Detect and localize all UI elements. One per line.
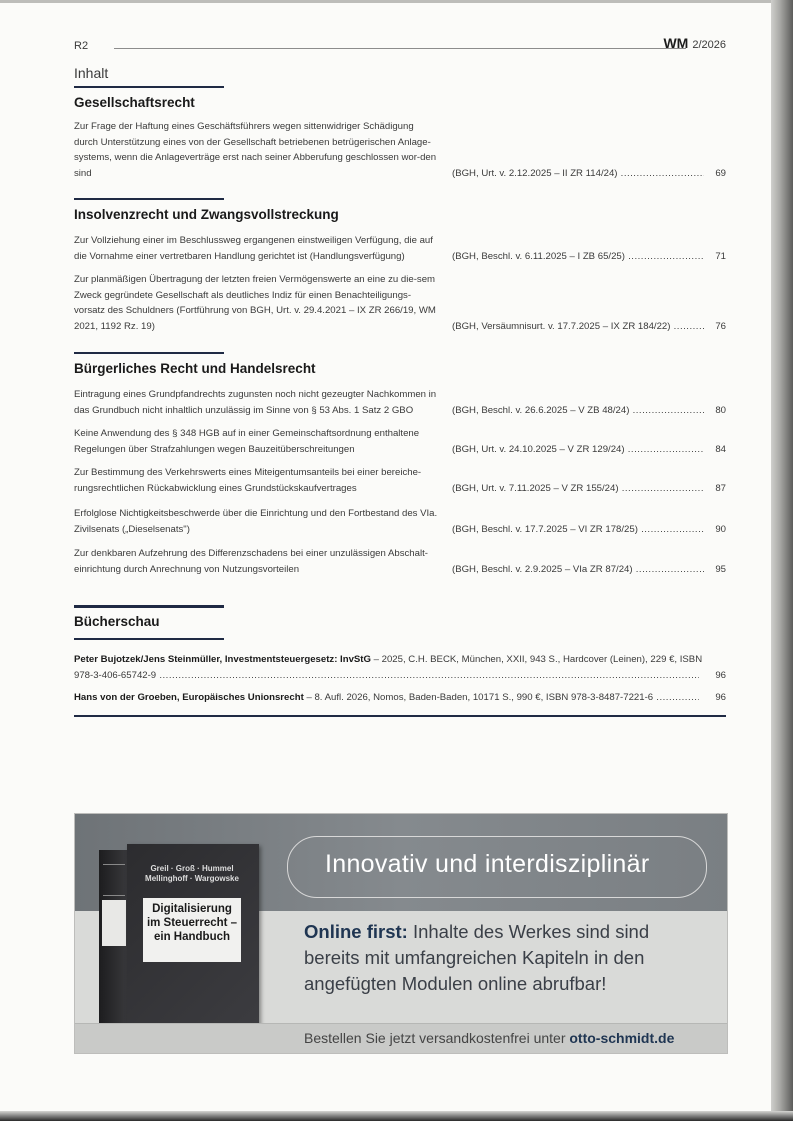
toc-entry-text: Erfolglose Nichtigkeitsbeschwerde über die Einrichtung und den Fortbestand des VIa. Zivilsenats („Dieselsenats") [74, 508, 438, 535]
section-rule [74, 198, 224, 200]
toc-entry-reference: (BGH, Urt. v. 2.12.2025 – II ZR 114/24) ..... [452, 166, 704, 182]
toc-bottom-rule [74, 715, 726, 717]
book-entry[interactable] [74, 690, 726, 706]
toc-entry-page: 76 [715, 320, 726, 332]
page-header [74, 35, 726, 58]
ad-footer-text [304, 1030, 674, 1046]
book-spine-lines [103, 864, 125, 896]
ad-footer-label: Bestellen Sie jetzt versandkostenfrei unter [304, 1030, 570, 1046]
toc-entry[interactable] [74, 387, 726, 418]
toc-title: Inhalt [74, 65, 109, 81]
header-rule [114, 48, 686, 49]
book-spine-label [102, 900, 126, 946]
toc-entry-reference: (BGH, Beschl. v. 17.7.2025 – VI ZR 178/25) ..... [452, 522, 704, 538]
section-title-insolvenzrecht: Insolvenzrecht und Zwangsvollstreckung [74, 207, 339, 222]
page-number: R2 [74, 40, 89, 52]
section-rule [74, 638, 224, 640]
toc-entry[interactable] [74, 119, 726, 181]
book-details-continued: 978-3-406-65742-9 ..... [74, 668, 699, 684]
toc-entry-text: Eintragung eines Grundpfandrechts zugunsten noch nicht gezeugter Nachkommen in das Grundbuch nicht inhaltlich unzulässig im Sinne von § 53 Abs. 1 Satz 2 GBO [74, 389, 437, 416]
toc-title-rule [74, 86, 224, 88]
book-authors: Greil · Groß · Hummel Mellinghoff · Wargowske [145, 864, 239, 883]
toc-entry[interactable] [74, 233, 726, 264]
section-title-buergerliches-recht: Bürgerliches Recht und Handelsrecht [74, 361, 316, 376]
scan-edge-bottom [0, 1111, 793, 1121]
toc-entry-text: Zur Bestimmung des Verkehrswerts eines Miteigentumsanteils bei einer bereiche-rungsrechtlichen Rückabwicklung eines Grundstückskaufvertrages [74, 467, 422, 494]
toc-entry-text: Zur Vollziehung einer im Beschlussweg ergangenen einstweiligen Verfügung, die auf die Vornahme einer vertretbaren Handlung gerichtet ist (Handlungsverfügung) [74, 235, 433, 262]
book-details: – 8. Aufl. 2026, Nomos, Baden-Baden, 10171 S., 990 €, ISBN 978-3-8487-7221-6 [303, 692, 654, 703]
book-entry[interactable] [74, 652, 726, 684]
book-cover-image [99, 844, 259, 1029]
section-title-gesellschaftsrecht: Gesellschaftsrecht [74, 95, 195, 110]
scan-edge-top [0, 0, 793, 3]
book-cover-title: Digitalisierung im Steuerrecht – ein Handbuch [143, 898, 241, 962]
toc-entry-page: 69 [715, 167, 726, 179]
toc-entry[interactable] [74, 465, 726, 496]
toc-entry[interactable] [74, 546, 726, 577]
section-rule [74, 352, 224, 354]
book-details: – 2025, C.H. BECK, München, XXII, 943 S., Hardcover (Leinen), 229 €, ISBN [370, 654, 703, 665]
toc-entry-page: 87 [715, 482, 726, 494]
book-page: 96 [715, 692, 726, 703]
section-rule [74, 605, 224, 608]
toc-entry-text: Zur denkbaren Aufzehrung des Differenzschadens bei einer unzulässigen Abschalt-einrichtung durch Anrechnung von Nutzungsvorteilen [74, 548, 428, 575]
toc-entry[interactable] [74, 506, 726, 537]
journal-issue [663, 35, 726, 51]
toc-entry-reference: (BGH, Versäumnisurt. v. 17.7.2025 – IX ZR 184/22) ..... [452, 319, 704, 335]
ad-body-bold: Online first: [304, 921, 408, 942]
toc-entry[interactable] [74, 272, 726, 334]
section-title-buecherschau: Bücherschau [74, 614, 160, 629]
advertisement[interactable] [74, 813, 728, 1054]
book-title: Hans von der Groeben, Europäisches Unionsrecht [74, 692, 304, 703]
toc-entry-reference: (BGH, Urt. v. 24.10.2025 – V ZR 129/24) ..... [452, 442, 704, 458]
book-title: Peter Bujotzek/Jens Steinmüller, Investmentsteuergesetz: InvStG [74, 654, 371, 665]
toc-entry-reference: (BGH, Beschl. v. 6.11.2025 – I ZB 65/25) ..... [452, 249, 704, 265]
toc-entry-page: 80 [715, 404, 726, 416]
toc-entry-reference: (BGH, Beschl. v. 2.9.2025 – VIa ZR 87/24) ..... [452, 562, 704, 578]
ad-body-rest: Inhalte des Werkes sind sind bereits mit umfangreichen Kapiteln in den angefügten Modulen online abrufbar! [304, 921, 650, 994]
toc-entry-page: 84 [715, 443, 726, 455]
issue-number: 2/2026 [692, 39, 726, 51]
ad-body-text [304, 919, 704, 997]
toc-entry-reference: (BGH, Urt. v. 7.11.2025 – V ZR 155/24) ..... [452, 481, 704, 497]
toc-entry-text: Zur planmäßigen Übertragung der letzten freien Vermögenswerte an eine zu die-sem Zweck gegründete Gesellschaft als deutliches Indiz für einen Benachteiligungs-vorsatz des Schuldners (Fortführung von BGH, Urt. v. 29.4.2021 – IX ZR 266/19, WM 2021, 1192 Rz. 19) [74, 274, 436, 332]
ad-footer [75, 1023, 727, 1053]
scan-edge-right [771, 0, 793, 1121]
toc-entry-page: 71 [715, 250, 726, 262]
toc-entry-text: Keine Anwendung des § 348 HGB auf in einer Gemeinschaftsordnung enthaltene Regelungen über Strafzahlungen wegen Bauzeitüberschreitungen [74, 428, 420, 455]
toc-entry[interactable] [74, 426, 726, 457]
ad-headline: Innovativ und interdisziplinär [325, 850, 650, 878]
toc-entry-page: 90 [715, 523, 726, 535]
journal-name: WM [663, 35, 689, 51]
toc-entry-text: Zur Frage der Haftung eines Geschäftsführers wegen sittenwidriger Schädigung durch Unterstützung eines von der Gesellschaft betriebenen betrügerischen Anlage-systems, wenn die Anlageverträge erst nach seiner Abberufung geschlossen wor-den sind [74, 121, 437, 179]
toc-entry-page: 95 [715, 563, 726, 575]
toc-entry-reference: (BGH, Beschl. v. 26.6.2025 – V ZB 48/24) ..... [452, 403, 704, 419]
book-page: 96 [715, 670, 726, 681]
ad-footer-link[interactable]: otto-schmidt.de [569, 1030, 675, 1046]
